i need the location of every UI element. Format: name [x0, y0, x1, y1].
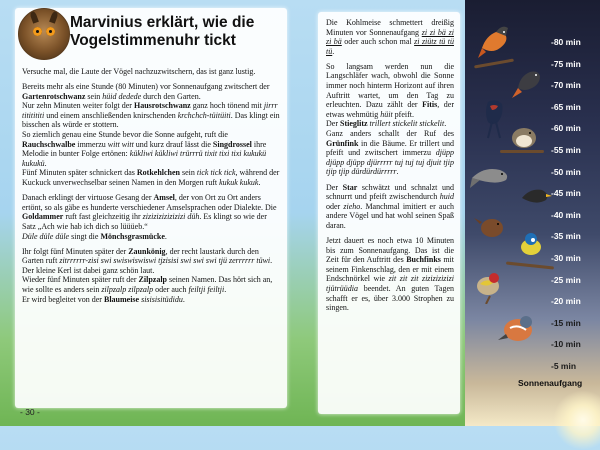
- text-run: durch den Garten.: [141, 91, 201, 101]
- text-run: , der von Ort zu Ort anders ertönt, so als gäbe es hunderte verschiedener Amselsprachen oder Dialekte. Die: [22, 193, 277, 212]
- sun-icon: [553, 390, 600, 450]
- timeline-label: -50 min: [551, 166, 581, 177]
- text-run: .: [44, 158, 47, 168]
- timeline-label: -25 min: [551, 274, 581, 285]
- text-run: Singdrossel: [212, 139, 252, 149]
- text-run: Rauchschwalbe: [22, 139, 76, 149]
- text-run: Grünfink: [326, 138, 359, 148]
- paragraph-2b: [22, 232, 280, 242]
- timeline-label: -5 min: [551, 361, 577, 371]
- text-run: Gartenrotschwanz: [22, 91, 86, 101]
- text-run: Nur zehn Minuten weiter folgt der: [22, 101, 134, 111]
- text-run: zit zit zit zizizizizizi tjütrüüdia: [326, 274, 454, 293]
- timeline-label: -80 min: [551, 37, 581, 47]
- text-run: Ganz anders schallt der Ruf des: [326, 129, 454, 139]
- text-run: Der: [326, 119, 340, 129]
- text-run: oder: [326, 201, 344, 211]
- text-run: Der: [326, 182, 343, 192]
- text-run: oder auch schon mal: [341, 37, 415, 47]
- intro-paragraph: Versuche mal, die Laute der Vögel nachzuzwitschern, das ist ganz lustig.: [22, 67, 256, 76]
- text-run: zi zi bä zi zi bä: [326, 27, 454, 47]
- text-run: schwätzt und schnalzt und schnurrt und pfeift zwischendurch: [326, 182, 454, 202]
- bird-icon: [512, 60, 546, 100]
- text-run: . Manchmal imitiert er auch andere Vögel und hat wohl seinen Spaß daran.: [326, 201, 455, 230]
- text-run: Zilpzalp: [138, 275, 167, 285]
- timeline-label: -70 min: [551, 80, 581, 91]
- text-run: , der etwas wehmütig: [326, 100, 455, 119]
- timeline-label: -15 min: [551, 317, 581, 328]
- timeline-label: -55 min: [551, 145, 581, 155]
- text-run: und einem anschließenden knirschenden: [44, 110, 178, 120]
- text-run: zi ziütz tü tü tü: [326, 37, 454, 56]
- branch: [500, 150, 544, 153]
- text-run: .: [444, 119, 447, 129]
- page-title: Marvinius erklärt, wie die Vogelstimmenuhr tickt: [70, 14, 255, 49]
- timeline-label: -45 min: [551, 188, 581, 199]
- text-run: Rotkehlchen: [136, 168, 180, 178]
- bird-icon: [518, 184, 552, 210]
- text-run: .: [164, 231, 167, 241]
- text-run: Jetzt dauert es noch etwa 10 Minuten bis zum Sonnenaufgang. Das ist die Zeit für den Auftritt des: [326, 235, 454, 265]
- right-paragraph-1: [326, 18, 454, 56]
- text-run: immerzu: [75, 139, 108, 149]
- timeline-label: -40 min: [551, 209, 581, 220]
- text-run: ganz hoch tönend mit: [190, 101, 264, 111]
- text-run: ruft fast gleichzeitig ihr: [63, 212, 143, 222]
- text-run: krchchch-tüitüiti: [177, 110, 231, 120]
- text-run: zieho: [343, 201, 361, 211]
- text-run: .: [224, 284, 227, 294]
- bird-icon: [478, 18, 514, 62]
- text-run: huid: [439, 192, 454, 202]
- text-run: hüid dedede: [102, 91, 142, 101]
- text-run: So langsam werden nun die Langschläfer wach, obwohl die Sonne immer noch hinterm Horizont auf ihren Auftritt wartet, um den Tag zu erleuchten. Dazu zählt der: [326, 61, 454, 110]
- text-run: feiltji feiltji: [188, 284, 225, 294]
- timeline-label: -35 min: [551, 231, 581, 242]
- text-run: Ihr folgt fünf Minuten später der: [22, 246, 129, 256]
- left-page: [0, 0, 300, 426]
- text-run: djüpp djüpp djüpp djürrrrr tuj tuj tuj djuit tjip tjip tjip dürdürdürrrrr: [326, 148, 454, 177]
- text-run: Hausrotschwanz: [133, 101, 191, 111]
- text-run: . Es klingt so wie der Satz „Ach wie hab ich dich so lüüüeb.“: [22, 212, 267, 231]
- text-run: pfeift.: [392, 109, 414, 119]
- text-run: zizizizizizizizi düh: [142, 212, 200, 222]
- text-run: in die Bäume. Er trillert und pfeift und zwitschert immerzu: [326, 138, 454, 158]
- text-run: hüit: [380, 109, 393, 119]
- paragraph-3b: [22, 275, 280, 294]
- text-run: tick tick tick: [196, 168, 236, 178]
- text-run: sein: [180, 168, 197, 178]
- paragraph-1b: [22, 101, 280, 130]
- text-run: jirrr tititititi: [22, 101, 278, 120]
- text-run: beendet. An guten Tagen schafft er es, über 3.000 Strophen zu singen.: [326, 283, 454, 313]
- text-run: und kurz drauf lässt die: [133, 139, 213, 149]
- text-run: , während der Kuckuck unverwechselbar seinen Namen in den Morgen ruft: [22, 168, 280, 188]
- text-run: Mönchsgrasmücke: [100, 231, 165, 241]
- text-run: Er wird begleitet von der: [22, 294, 104, 304]
- text-run: Fünf Minuten später schnickert das: [22, 168, 137, 178]
- text-run: sein: [85, 91, 103, 101]
- text-run: zitrrrrrr-zisi swi swiswiswiswi tjzisisi swi swi swi tjü zerrrrrr tüwi: [59, 256, 271, 266]
- text-run: . Der kleine Kerl ist dabei ganz schön laut.: [22, 256, 273, 275]
- text-run: .: [396, 167, 399, 177]
- text-run: So ziemlich genau eine Stunde bevor die Sonne aufgeht, ruft die: [22, 130, 228, 140]
- bird-icon: [496, 310, 540, 350]
- text-run: seinen Namen. Das hört sich an, wie sollte es anders sein: [22, 275, 273, 294]
- text-run: ihre Melodie in bunter Folge ertönen:: [22, 139, 267, 159]
- owl-icon: [18, 8, 70, 60]
- text-run: mit seinem Finkenschlag, den er mit einem Endschnörkel wie: [326, 255, 455, 284]
- bird-icon: [474, 212, 510, 246]
- paragraph-1d: [22, 168, 280, 187]
- right-paragraph-2: [326, 62, 454, 120]
- text-run: .: [182, 294, 185, 304]
- left-body: [22, 67, 280, 310]
- bird-icon: [470, 162, 514, 192]
- text-run: .: [332, 46, 335, 56]
- text-run: kükliwi kükliwi trürrrü tixit tixi tixi kukukü kukukü: [22, 149, 267, 168]
- timeline-label: -20 min: [551, 296, 581, 307]
- bird-icon: [472, 266, 508, 304]
- timeline-label: -60 min: [551, 123, 581, 134]
- text-run: kukuk kukuk: [219, 178, 259, 188]
- right-paragraph-3: [326, 183, 454, 231]
- timeline-label: -10 min: [551, 339, 581, 350]
- text-run: Wieder fünf Minuten später ruft der: [22, 275, 139, 285]
- bird-icon: [516, 230, 546, 260]
- text-run: Fitis: [422, 100, 438, 110]
- right-body: [326, 18, 454, 318]
- text-run: Blaumeise: [103, 294, 140, 304]
- right-paragraph-4: [326, 236, 454, 313]
- text-run: Zaunkönig: [128, 246, 166, 256]
- text-run: Die Kohlmeise schmettert dreißig Minuten vor Sonnenaufgang: [326, 18, 454, 37]
- page-number: - 30 -: [20, 407, 40, 417]
- timeline-label: -65 min: [551, 101, 581, 112]
- timeline-label: -30 min: [551, 253, 581, 263]
- text-run: .: [258, 178, 261, 188]
- text-run: Düle düle düle: [22, 231, 70, 241]
- paragraph-2: [22, 193, 280, 231]
- text-run: oder auch: [153, 284, 189, 294]
- paragraph-3: [22, 247, 280, 276]
- text-run: Amsel: [153, 193, 175, 203]
- text-run: Goldammer: [22, 212, 64, 222]
- right-paragraph-2b: [326, 119, 454, 129]
- text-run: witt witt: [107, 139, 134, 149]
- text-run: , der recht laustark durch den Garten ruft: [22, 246, 259, 266]
- paragraph-3c: [22, 295, 280, 305]
- text-run: . Das klingt ein bisschen als würde er stottern.: [22, 110, 280, 130]
- text-run: Buchfinks: [406, 255, 441, 265]
- text-run: trillert stickelit stickelit: [369, 119, 445, 129]
- text-run: Bereits mehr als eine Stunde (80 Minuten) vor Sonnenaufgang zwitschert der: [22, 82, 270, 92]
- text-run: zilpzalp zilpzalp: [101, 284, 154, 294]
- right-paragraph-2c: [326, 129, 454, 177]
- text-run: Stieglitz: [340, 119, 368, 129]
- text-run: Star: [342, 182, 358, 192]
- text-run: Danach erklingt der virtuose Gesang der: [22, 193, 154, 203]
- text-run: sisisisitüdidu: [141, 294, 183, 304]
- timeline-label: -75 min: [551, 58, 581, 69]
- paragraph-1c: [22, 130, 280, 168]
- sunrise-label: Sonnenaufgang: [518, 378, 583, 388]
- text-run: singt die: [69, 231, 101, 241]
- paragraph-1: [22, 82, 280, 101]
